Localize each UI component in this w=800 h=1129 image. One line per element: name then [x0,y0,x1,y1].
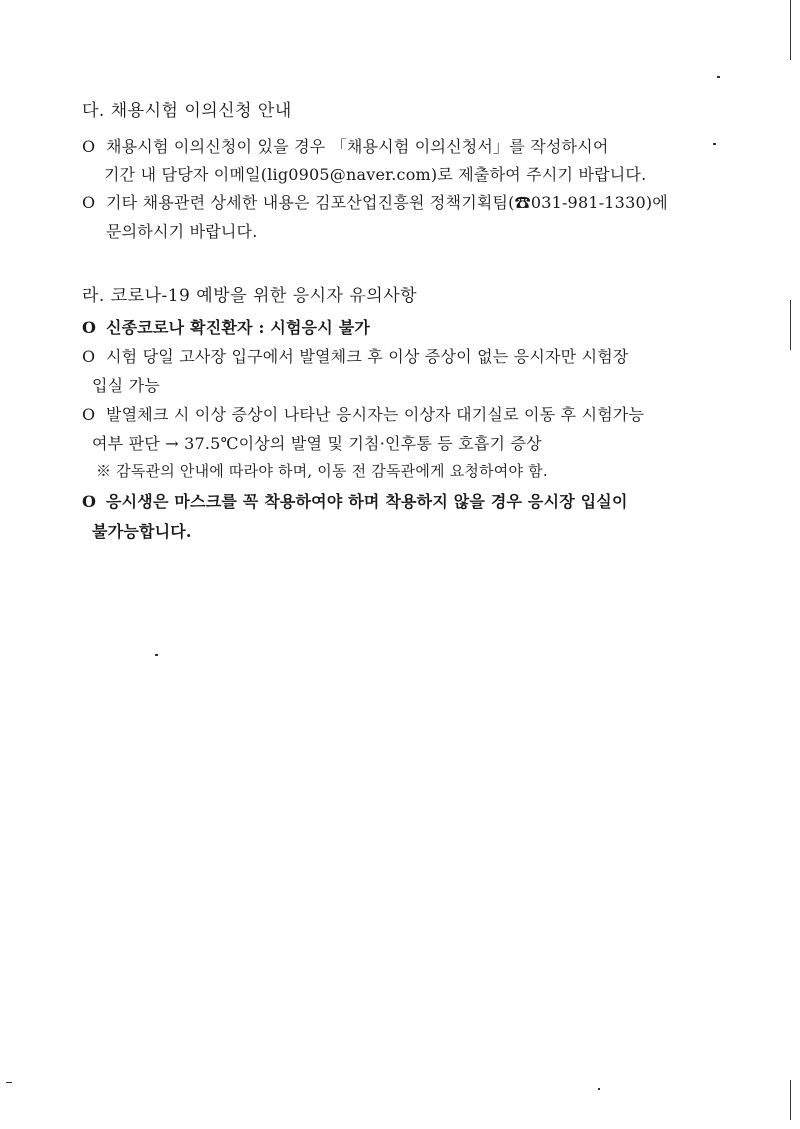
section-title-appeal: 다. 채용시험 이의신청 안내 [82,101,292,121]
scan-edge-mark [790,300,791,350]
appeal-item-2-line-1: O 기타 채용관련 상세한 내용은 김포산업진흥원 정책기획팀(☎031-981-1330)에 [82,193,668,212]
bullet-circle-icon: O [82,193,96,212]
bullet-circle-icon: O [82,492,97,511]
covid-item-1-line-1: O 신종코로나 확진환자 : 시험응시 불가 [82,318,371,337]
scan-dot [6,1082,12,1083]
covid-item-2-line-2: 입실 가능 [92,376,160,395]
bullet-circle-icon: O [82,318,97,337]
appeal-item-2-line-2: 문의하시기 바랍니다. [106,222,258,241]
appeal-item-1-line-1: O 채용시험 이의신청이 있을 경우 「채용시험 이의신청서」를 작성하시어 [82,137,609,156]
scan-dot [713,143,716,145]
scan-dot [598,1088,600,1090]
scan-edge-mark [790,1080,791,1120]
appeal-item-1-line-2: 기간 내 담당자 이메일(lig0905@naver.com)로 제출하여 주시기 바랍니다. [104,165,647,184]
covid-item-4-line-1: O 응시생은 마스크를 꼭 착용하여야 하며 착용하지 않을 경우 응시장 입실이 [82,492,628,511]
bullet-circle-icon: O [82,347,96,366]
scan-edge-mark [790,0,791,60]
bullet-circle-icon: O [82,137,96,156]
scan-dot [155,654,158,656]
bullet-circle-icon: O [82,405,96,424]
section-title-covid: 라. 코로나-19 예방을 위한 응시자 유의사항 [82,286,418,306]
covid-item-3-line-2: 여부 판단 → 37.5℃이상의 발열 및 기침·인후통 등 호흡기 증상 [92,434,542,453]
scan-dot [717,76,720,78]
covid-item-4-line-2: 불가능합니다. [92,522,192,541]
covid-item-2-line-1: O 시험 당일 고사장 입구에서 발열체크 후 이상 증상이 없는 응시자만 시험장 [82,347,629,366]
covid-item-3-line-1: O 발열체크 시 이상 증상이 나타난 응시자는 이상자 대기실로 이동 후 시험가능 [82,405,645,424]
covid-item-3-note: ※ 감독관의 안내에 따라야 하며, 이동 전 감독관에게 요청하여야 함. [96,462,548,480]
